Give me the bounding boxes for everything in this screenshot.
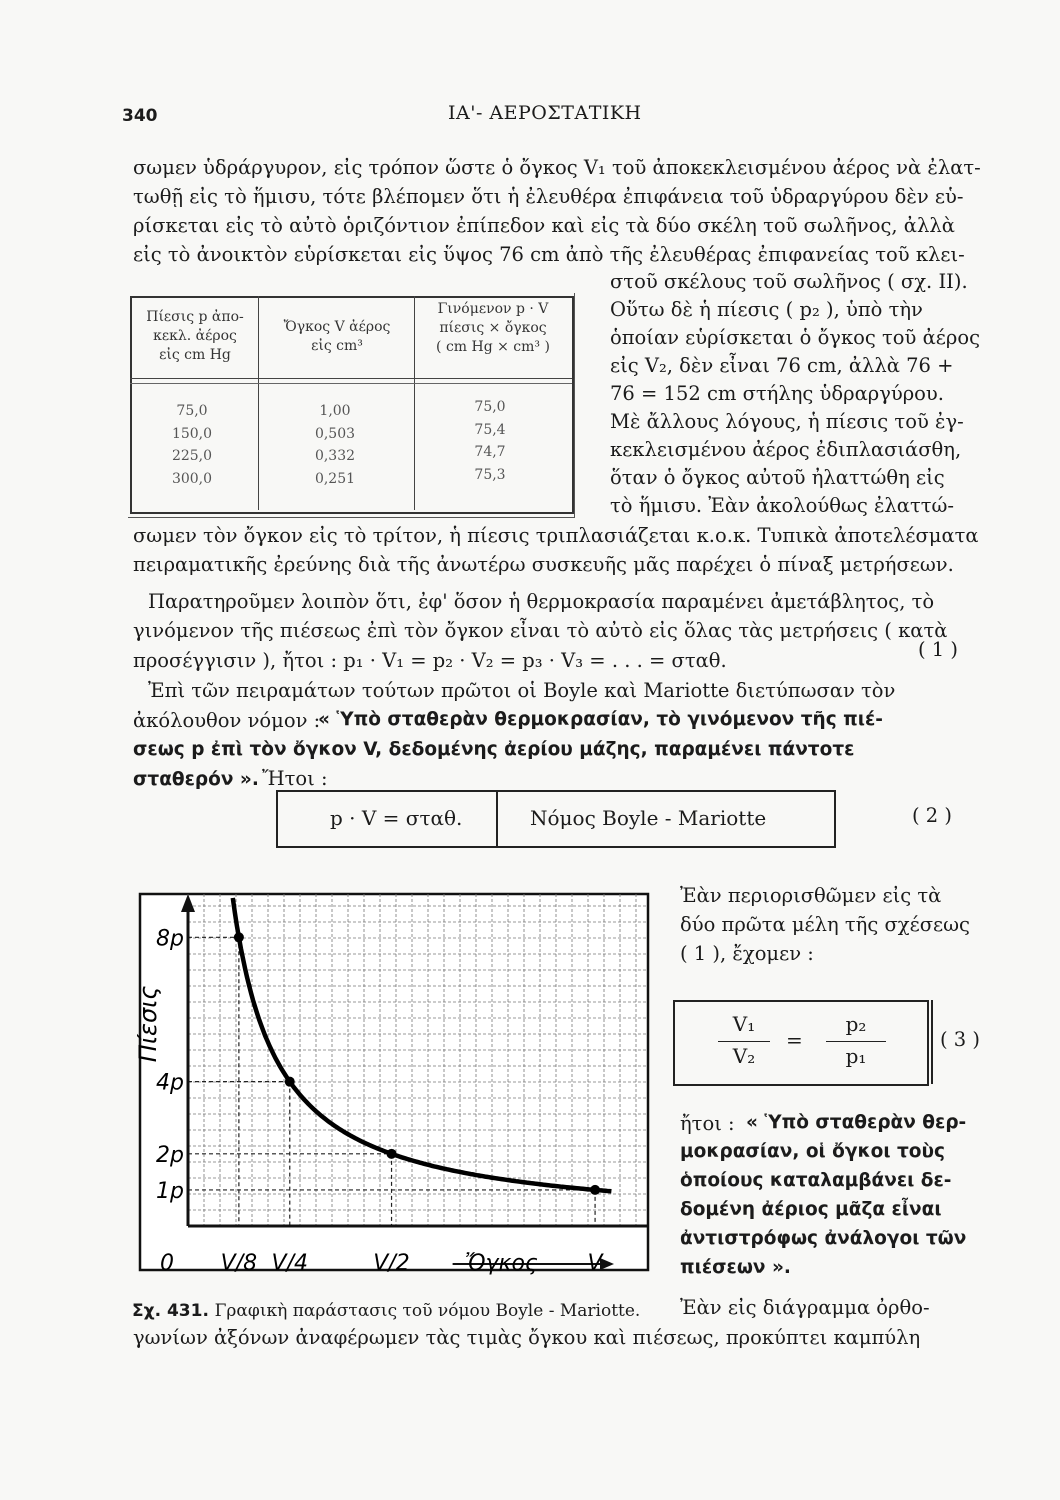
data-point [590, 1185, 600, 1195]
inverse-law-statement: « Ὑπὸ σταθερὰν θερ- [746, 1112, 967, 1133]
table-cell: 75,4 [474, 421, 506, 438]
table-cell: 75,0 [176, 403, 208, 419]
table-column-product [416, 396, 564, 486]
text-line: ἀκόλουθον νόμον : [133, 709, 321, 732]
x-tick-label: V/4 [271, 1251, 309, 1276]
text-line: ὁποίαν εὑρίσκεται ὁ ὄγκος τοῦ ἀέρος [610, 326, 980, 349]
page-number: 340 [122, 106, 158, 126]
law-statement: « Ὑπὸ σταθερὰν θερμοκρασίαν, τὸ γινόμενον τῆς πιέ- [318, 709, 883, 730]
y-tick-label: 8p [156, 926, 184, 952]
text-line: Ἐὰν περιορισθῶμεν εἰς τὰ [680, 884, 942, 907]
text-line: δύο πρῶτα μέλη τῆς σχέσεως [680, 913, 970, 936]
running-head: ΙΑ'- ΑΕΡΟΣΤΑΤΙΚΗ [448, 102, 642, 124]
text-line: 76 = 152 cm στήλης ὑδραργύρου. [610, 382, 944, 405]
text-line: ὅταν ὁ ὄγκος αὐτοῦ ἠλαττώθη εἰς [610, 466, 945, 489]
equation-2: p · V = σταθ. [330, 806, 463, 830]
ratio-v2: V₂ [732, 1044, 756, 1068]
table-header-product: Γινόμενον p · V πίεσις × ὄγκος ( cm Hg × cm³ ) [436, 301, 550, 355]
table-cell: 0,332 [314, 448, 356, 464]
y-tick-label: 4p [156, 1070, 184, 1096]
table-cell: 75,3 [474, 466, 506, 483]
inverse-law-statement: ἀντιστρόφως ἀνάλογοι τῶν [680, 1228, 967, 1249]
table-cell: 74,7 [474, 444, 506, 460]
origin-label: 0 [160, 1251, 174, 1276]
text-line: τὸ ἥμισυ. Ἐὰν ἀκολούθως ἐλαττώ- [610, 494, 955, 517]
ratio-v1: V₁ [732, 1012, 756, 1036]
table-cell: 225,0 [171, 448, 213, 464]
y-tick-label: 2p [156, 1142, 184, 1168]
table-cell: 75,0 [474, 399, 506, 415]
table-cell: 1,00 [319, 403, 351, 419]
fraction-bar [718, 1041, 770, 1042]
equation-2-label: ( 2 ) [912, 804, 953, 827]
x-axis-label: Ὄγκος [464, 1251, 538, 1276]
text-line: Ἐπὶ τῶν πειραμάτων τούτων πρῶτοι οἱ Boyle καὶ Mariotte διετύπωσαν τὸν [148, 679, 896, 702]
table-cell: 300,0 [171, 470, 213, 487]
ratio-p1: p₁ [845, 1044, 867, 1068]
inverse-law-statement: πιέσεων ». [680, 1257, 791, 1278]
caption-number: Σχ. 431. [132, 1301, 209, 1321]
inverse-law-statement: δομένη ἀέριος μᾶζα εἶναι [680, 1199, 942, 1220]
y-tick-label: 1p [156, 1178, 184, 1204]
ratio-p2: p₂ [845, 1012, 867, 1036]
table-column-volume [260, 400, 410, 490]
text-line: τωθῇ εἰς τὸ ἥμισυ, τότε βλέπομεν ὅτι ἡ ἐλευθέρα ἐπιφάνεια τοῦ ὑδραργύρου δὲν εὑ- [133, 185, 964, 208]
equals-sign: = [786, 1028, 803, 1052]
text-line: σωμεν τὸν ὄγκον εἰς τὸ τρίτον, ἡ πίεσις τριπλασιάζεται κ.ο.κ. Τυπικὰ ἀποτελέσματα [133, 524, 979, 547]
law-statement: σεως p ἐπὶ τὸν ὄγκον V, δεδομένης ἀερίου μάζης, παραμένει πάντοτε [133, 739, 855, 760]
table-header-rule [130, 378, 572, 379]
text-line: γωνίων ἀξόνων ἀναφέρωμεν τὰς τιμὰς ὄγκου καὶ πιέσεως, προκύπτει καμπύλη [133, 1326, 921, 1349]
text-line: στοῦ σκέλους τοῦ σωλῆνος ( σχ. II). [610, 270, 968, 293]
text-line: εἰς V₂, δὲν εἶναι 76 cm, ἀλλὰ 76 + [610, 354, 954, 377]
text-line: Παρατηροῦμεν λοιπὸν ὅτι, ἐφ' ὅσον ἡ θερμοκρασία παραμένει ἀμετάβλητος, τὸ [148, 590, 935, 613]
text-line: ρίσκεται εἰς τὸ αὐτὸ ὁριζόντιον ἐπίπεδον καὶ εἰς τὰ δύο σκέλη τοῦ σωλῆνος, ἀλλὰ [133, 214, 955, 237]
inverse-law-statement: ὁποίους καταλαμβάνει δε- [680, 1170, 952, 1191]
table-column-pressure [132, 400, 252, 490]
box-divider [931, 1000, 933, 1084]
table-divider [258, 296, 259, 510]
box-divider [496, 790, 498, 848]
y-axis-label: Πίεσις [134, 985, 162, 1063]
table-header-pressure: Πίεσις p ἀπο- κεκλ. ἀέρος εἰς cm Hg [146, 309, 244, 363]
text-line: Ἐὰν εἰς διάγραμμα ὀρθο- [680, 1296, 930, 1319]
data-point [234, 932, 244, 942]
text-line: κεκλεισμένου ἀέρος ἐδιπλασιάσθη, [610, 438, 962, 461]
text-line: ἤτοι : [680, 1112, 735, 1135]
fraction-bar [826, 1041, 886, 1042]
data-point [387, 1149, 397, 1159]
x-tick-label: V/2 [373, 1251, 410, 1276]
equation-3-label: ( 3 ) [940, 1028, 981, 1051]
equation-1: προσέγγισιν ), ἤτοι : p₁ · V₁ = p₂ · V₂ = p₃ · V₃ = . . . = σταθ. [133, 649, 727, 672]
x-tick-label: V/8 [220, 1251, 258, 1276]
table-divider [414, 296, 415, 510]
data-point [285, 1077, 295, 1087]
table-cell: 0,251 [314, 470, 356, 487]
table-cell: 0,503 [314, 425, 356, 442]
figure-caption [132, 1300, 640, 1321]
inverse-law-statement: μοκρασίαν, οἱ ὄγκοι τοὺς [680, 1141, 945, 1162]
law-statement: σταθερόν ». [133, 769, 259, 790]
text-line: Ἤτοι : [262, 767, 328, 790]
table-header-volume: Ὄγκος V ἀέρος εἰς cm³ [283, 319, 391, 354]
law-name: Νόμος Boyle - Mariotte [530, 806, 767, 830]
equation-1-label: ( 1 ) [918, 638, 959, 661]
table-header-rule [130, 383, 572, 384]
text-line: εἰς τὸ ἀνοικτὸν εὑρίσκεται εἰς ὕψος 76 cm ἀπὸ τῆς ἐλευθέρας ἐπιφανείας τοῦ κλει- [133, 243, 965, 266]
text-line: γινόμενον τῆς πιέσεως ἐπὶ τὸν ὄγκον εἶναι τὸ αὐτὸ εἰς ὅλας τὰς μετρήσεις ( κατὰ [133, 619, 948, 642]
text-line: Οὕτω δὲ ἡ πίεσις ( p₂ ), ὑπὸ τὴν [610, 298, 923, 321]
text-line: πειραματικῆς ἐρεύνης διὰ τῆς ἀνωτέρω συσκευῆς μᾶς παρέχει ὁ πίναξ μετρήσεων. [133, 553, 954, 576]
caption-text: Γραφικὴ παράστασις τοῦ νόμου Boyle - Mariotte. [214, 1301, 641, 1321]
text-line: ( 1 ), ἔχομεν : [680, 942, 814, 965]
x-tick-label: V [587, 1251, 603, 1276]
text-line: σωμεν ὑδράργυρον, εἰς τρόπον ὥστε ὁ ὄγκος V₁ τοῦ ἀποκεκλεισμένου ἀέρος νὰ ἐλατ- [133, 156, 981, 179]
boyle-mariotte-chart [128, 886, 660, 1284]
table-cell: 150,0 [171, 425, 213, 442]
text-line: Μὲ ἄλλους λόγους, ἡ πίεσις τοῦ ἐγ- [610, 410, 964, 433]
